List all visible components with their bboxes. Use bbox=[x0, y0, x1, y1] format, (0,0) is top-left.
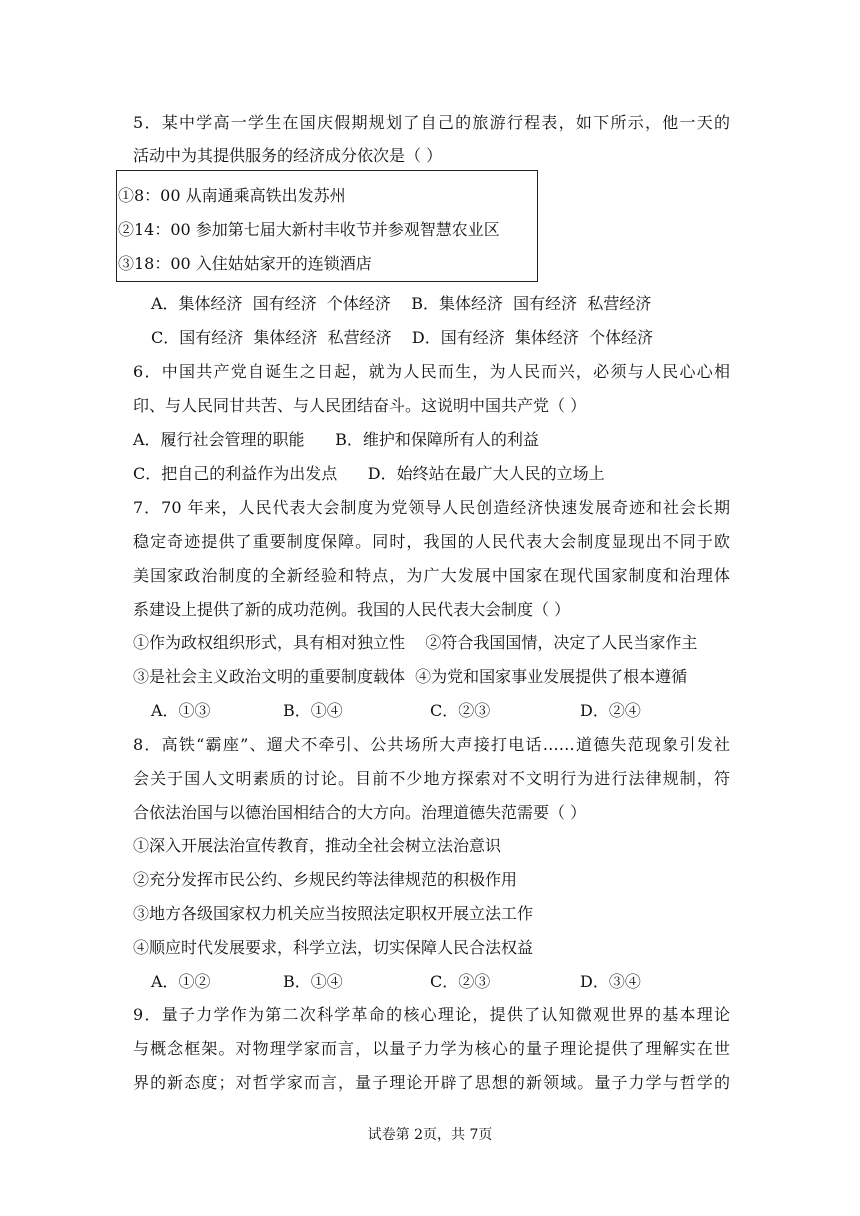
q6-options-line-1: A．履行社会管理的职能 B．维护和保障所有人的利益 bbox=[133, 430, 539, 449]
q7-stem-line-4: 系建设上提供了新的成功范例。我国的人民代表大会制度（ ） bbox=[133, 600, 571, 619]
q6-stem-line-1: 6．中国共产党自诞生之日起，就为人民而生，为人民而兴，必须与人民心心相 bbox=[133, 362, 730, 381]
q7-option-a: A．①③ bbox=[151, 701, 211, 720]
q8-item-4: ④顺应时代发展要求，科学立法，切实保障人民合法权益 bbox=[133, 938, 534, 957]
itinerary-item-3: ③18：00 入住姑姑家开的连锁酒店 bbox=[118, 254, 372, 273]
q8-option-c: C．②③ bbox=[430, 972, 491, 991]
page-footer: 试卷第 2页，共 7页 bbox=[367, 1127, 493, 1143]
itinerary-item-2: ②14：00 参加第七届大新村丰收节并参观智慧农业区 bbox=[118, 220, 500, 239]
q5-options-line-1: A．集体经济 国有经济 个体经济 B．集体经济 国有经济 私营经济 bbox=[151, 294, 652, 313]
itinerary-item-1: ①8：00 从南通乘高铁出发苏州 bbox=[118, 186, 346, 205]
q7-option-b: B．①④ bbox=[283, 701, 343, 720]
q6-stem-line-2: 印、与人民同甘共苦、与人民团结奋斗。这说明中国共产党（ ） bbox=[133, 396, 587, 415]
q8-option-d: D．③④ bbox=[580, 972, 641, 991]
q8-item-3: ③地方各级国家权力机关应当按照法定职权开展立法工作 bbox=[133, 904, 534, 923]
q5-stem-line-2: 活动中为其提供服务的经济成分依次是（ ） bbox=[133, 146, 443, 165]
q7-stem-line-1: 7．70 年来，人民代表大会制度为党领导人民创造经济快速发展奇迹和社会长期 bbox=[133, 498, 730, 517]
q8-item-1: ①深入开展法治宣传教育，推动全社会树立法治意识 bbox=[133, 836, 502, 855]
q5-stem-line-1: 5．某中学高一学生在国庆假期规划了自己的旅游行程表，如下所示，他一天的 bbox=[133, 113, 730, 132]
q6-options-line-2: C．把自己的利益作为出发点 D．始终站在最广大人民的立场上 bbox=[133, 464, 605, 483]
q8-option-a: A．①② bbox=[151, 972, 211, 991]
q9-stem-line-1: 9．量子力学作为第二次科学革命的核心理论，提供了认知微观世界的基本理论 bbox=[133, 1005, 730, 1024]
q8-item-2: ②充分发挥市民公约、乡规民约等法律规范的积极作用 bbox=[133, 870, 518, 889]
q7-items-line-2: ③是社会主义政治文明的重要制度载体 ④为党和国家事业发展提供了根本遵循 bbox=[133, 667, 688, 686]
q5-options-line-2: C．国有经济 集体经济 私营经济 D．国有经济 集体经济 个体经济 bbox=[151, 328, 654, 347]
q7-stem-line-3: 美国家政治制度的全新经验和特点，为广大发展中国家在现代国家制度和治理体 bbox=[133, 566, 730, 585]
q8-stem-line-2: 会关于国人文明素质的讨论。目前不少地方探索对不文明行为进行法律规制，符 bbox=[133, 769, 730, 788]
q7-stem-line-2: 稳定奇迹提供了重要制度保障。同时，我国的人民代表大会制度显现出不同于欧 bbox=[133, 532, 730, 551]
q7-option-c: C．②③ bbox=[430, 701, 491, 720]
q7-items-line-1: ①作为政权组织形式，具有相对独立性 ②符合我国国情，决定了人民当家作主 bbox=[133, 633, 698, 652]
q9-stem-line-2: 与概念框架。对物理学家而言，以量子力学为核心的量子理论提供了理解实在世 bbox=[133, 1039, 730, 1058]
q8-stem-line-1: 8．高铁“霸座”、遛犬不牵引、公共场所大声接打电话……道德失范现象引发社 bbox=[133, 735, 730, 754]
q8-option-b: B．①④ bbox=[283, 972, 343, 991]
q9-stem-line-3: 界的新态度；对哲学家而言，量子理论开辟了思想的新领域。量子力学与哲学的 bbox=[133, 1073, 730, 1092]
q7-option-d: D．②④ bbox=[580, 701, 641, 720]
q8-stem-line-3: 合依法治国与以德治国相结合的大方向。治理道德失范需要（ ） bbox=[133, 803, 587, 822]
